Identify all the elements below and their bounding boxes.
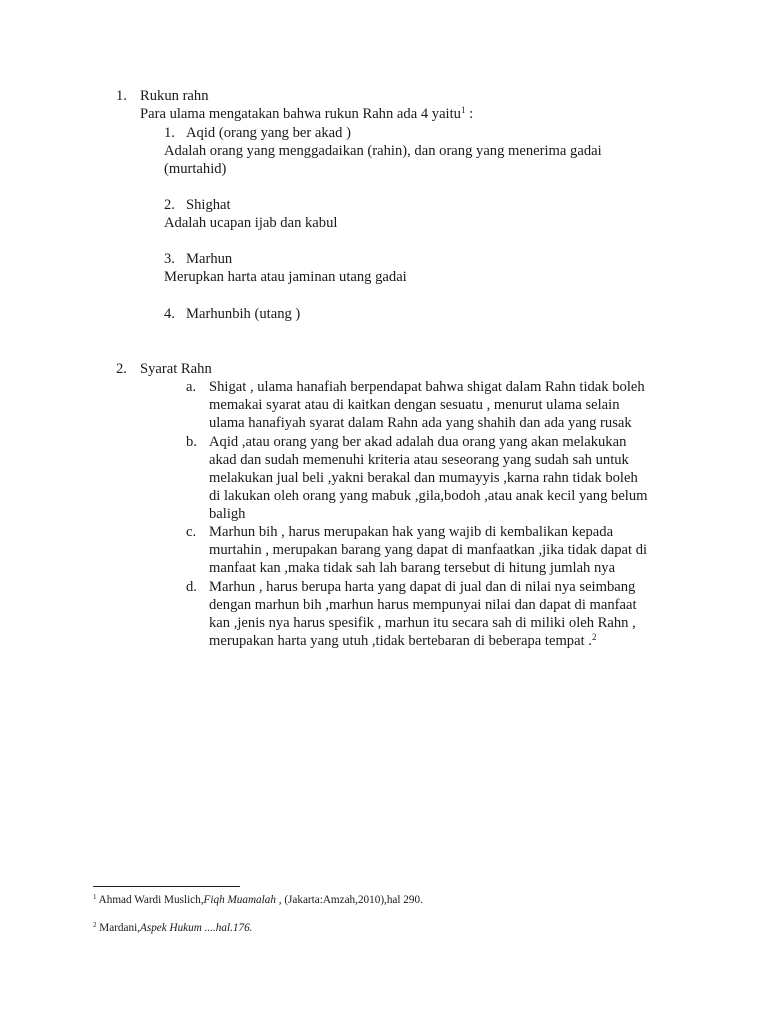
syarat-a-line-3: ulama hanafiyah syarat dalam Rahn ada yang shahih dan ada yang rusak	[209, 415, 632, 431]
section-1-number: 1.	[116, 88, 127, 104]
syarat-a-letter: a.	[186, 379, 197, 395]
syarat-c-letter: c.	[186, 524, 197, 540]
footnote-ref-1[interactable]: 1	[460, 105, 466, 115]
syarat-d-line-4-text: merupakan harta yang utuh ,tidak bertebaran di beberapa tempat .	[209, 633, 592, 649]
syarat-a-line-1: Shigat , ulama hanafiah berpendapat bahwa shigat dalam Rahn tidak boleh	[209, 379, 645, 395]
syarat-c-line-2: murtahin , merupakan barang yang dapat di manfaatkan ,jika tidak dapat di	[209, 542, 648, 558]
rukun-3-desc-line-1: Merupkan harta atau jaminan utang gadai	[164, 269, 407, 285]
syarat-d-line-4	[209, 632, 596, 650]
footnote-1	[93, 893, 423, 907]
footnote-1-number: 1	[93, 893, 97, 901]
syarat-d-letter: d.	[186, 579, 197, 595]
rukun-4-number: 4.	[164, 306, 175, 322]
footnote-2	[93, 921, 252, 935]
rukun-1-title: Aqid (orang yang ber akad )	[186, 125, 351, 141]
syarat-b-line-3: melakukan jual beli ,yakni berakal dan mumayyis ,karna rahn tidak boleh	[209, 470, 638, 486]
syarat-d-line-3: kan ,jenis nya harus spesifik , marhun itu secara sah di miliki oleh Rahn ,	[209, 615, 636, 631]
syarat-c-line-1: Marhun bih , harus merupakan hak yang wajib di kembalikan kepada	[209, 524, 614, 540]
footnote-2-author: Mardani,	[96, 922, 140, 934]
syarat-b-line-1: Aqid ,atau orang yang ber akad adalah dua orang yang akan melakukan	[209, 434, 627, 450]
footnote-1-title: Fiqh Muamalah ,	[203, 894, 282, 906]
syarat-c-line-3: manfaat kan ,maka tidak sah lah barang tersebut di hitung jumlah nya	[209, 560, 616, 576]
section-2-title: Syarat Rahn	[140, 361, 212, 377]
rukun-1-desc-line-1: Adalah orang yang menggadaikan (rahin), dan orang yang menerima gadai	[164, 143, 602, 159]
rukun-2-title: Shighat	[186, 197, 231, 213]
section-1-title: Rukun rahn	[140, 88, 209, 104]
footnote-separator	[93, 886, 240, 887]
section-1-intro	[140, 105, 473, 123]
rukun-1-desc-line-2: (murtahid)	[164, 161, 227, 177]
syarat-d-line-1: Marhun , harus berupa harta yang dapat di jual dan di nilai nya seimbang	[209, 579, 636, 595]
footnote-2-title: Aspek Hukum ....hal.176.	[140, 922, 253, 934]
rukun-2-desc-line-1: Adalah ucapan ijab dan kabul	[164, 215, 338, 231]
footnote-1-publisher: (Jakarta:Amzah,2010),hal 290.	[281, 894, 423, 906]
footnote-1-author: Ahmad Wardi Muslich,	[96, 894, 204, 906]
rukun-1-number: 1.	[164, 125, 175, 141]
intro-end: :	[465, 106, 474, 122]
footnote-ref-2[interactable]: 2	[591, 632, 597, 642]
syarat-b-line-4: di lakukan oleh orang yang mabuk ,gila,bodoh ,atau anak kecil yang belum	[209, 488, 648, 504]
rukun-3-title: Marhun	[186, 251, 233, 267]
syarat-d-line-2: dengan marhun bih ,marhun harus mempunyai nilai dan dapat di manfaat	[209, 597, 637, 613]
syarat-a-line-2: memakai syarat atau di kaitkan dengan sesuatu , menurut ulama selain	[209, 397, 620, 413]
syarat-b-letter: b.	[186, 434, 197, 450]
syarat-b-line-5: baligh	[209, 506, 246, 522]
rukun-4-title: Marhunbih (utang )	[186, 306, 301, 322]
section-2-number: 2.	[116, 361, 127, 377]
rukun-3-number: 3.	[164, 251, 175, 267]
syarat-b-line-2: akad dan sudah memenuhi kriteria atau seseorang yang sudah sah untuk	[209, 452, 629, 468]
intro-text: Para ulama mengatakan bahwa rukun Rahn ada 4 yaitu	[140, 106, 461, 122]
footnote-2-number: 2	[93, 921, 97, 929]
rukun-2-number: 2.	[164, 197, 175, 213]
